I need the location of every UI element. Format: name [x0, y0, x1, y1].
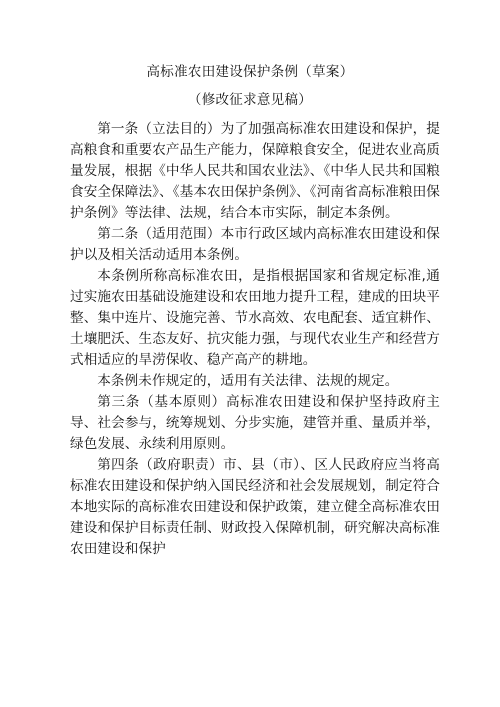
supplementary-paragraph: 本条例未作规定的，适用有关法律、法规的规定。	[97, 373, 399, 389]
article-4-paragraph: 第四条（政府职责）市、县（市）、区人民政府应当将高标准农田建设和保护纳入国民经济和社会发展规划，制定符合本地实际的高标准农田建设和保护政策，建立健全高标准农田建设和保护目标责任制、财政投入保障机制，研究解决高标准农田建设和保护	[70, 457, 440, 557]
article-3-paragraph: 第三条（基本原则）高标准农田建设和保护坚持政府主导、社会参与，统筹规划、分步实施，建管并重、量质并举，绿色发展、永续利用原则。	[70, 394, 440, 452]
document-title: 高标准农田建设保护条例（草案）	[146, 64, 354, 80]
document-body	[70, 119, 440, 560]
article-2-paragraph: 第二条（适用范围）本市行政区域内高标准农田建设和保护以及相关活动适用本条例。	[70, 226, 440, 263]
article-1-paragraph: 第一条（立法目的）为了加强高标准农田建设和保护，提高粮食和重要农产品生产能力，保障粮食安全，促进农业高质量发展，根据《中华人民共和国农业法》、《中华人民共和国粮食安全保障法》、《基本农田保护条例》、《河南省高标准粮田保护条例》等法律、法规，结合本市实际，制定本条例。	[70, 121, 440, 221]
document-subtitle: （修改征求意见稿）	[187, 92, 313, 108]
definition-paragraph: 本条例所称高标准农田，是指根据国家和省规定标准,通过实施农田基础设施建设和农田地力提升工程，建成的田块平整、集中连片、设施完善、节水高效、农电配套、适宜耕作、土壤肥沃、生态友好、抗灾能力强，与现代农业生产和经营方式相适应的旱涝保收、稳产高产的耕地。	[70, 268, 440, 368]
